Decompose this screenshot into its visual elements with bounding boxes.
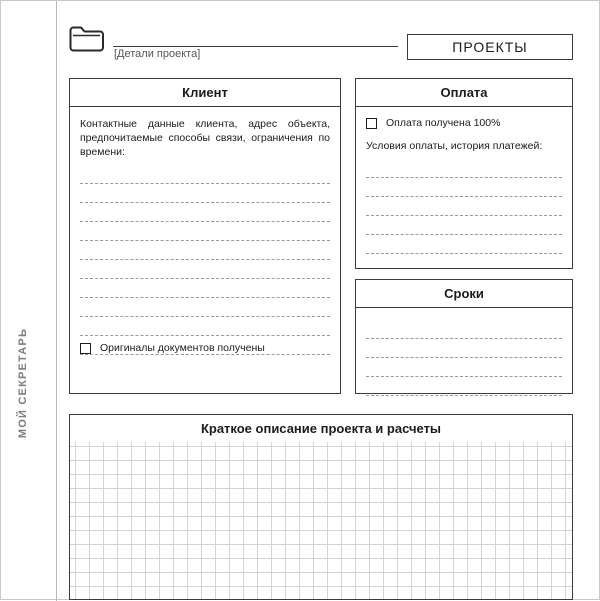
- dash-line[interactable]: [80, 317, 330, 336]
- dash-line[interactable]: [366, 235, 562, 254]
- summary-panel-title: Краткое описание проекта и расчеты: [200, 421, 442, 436]
- dash-line[interactable]: [366, 339, 562, 358]
- spine: [1, 1, 57, 601]
- client-writing-lines[interactable]: [80, 165, 330, 355]
- payment-panel-title: Оплата: [440, 85, 488, 100]
- dash-line[interactable]: [80, 165, 330, 184]
- dash-line[interactable]: [366, 197, 562, 216]
- client-documents-checkbox-row[interactable]: [80, 342, 265, 354]
- payment-received-checkbox-row[interactable]: [366, 117, 562, 129]
- payment-panel-body: [356, 107, 572, 262]
- dash-line[interactable]: [80, 279, 330, 298]
- dash-line[interactable]: [80, 184, 330, 203]
- payment-received-checkbox[interactable]: [366, 118, 377, 129]
- dash-line[interactable]: [80, 203, 330, 222]
- client-panel: [69, 78, 341, 394]
- payment-writing-lines[interactable]: [366, 159, 562, 254]
- project-title-placeholder: [Детали проекта]: [114, 48, 201, 60]
- dash-line[interactable]: [366, 320, 562, 339]
- projects-header-box: [407, 34, 573, 60]
- deadlines-panel-header: [356, 280, 572, 308]
- payment-panel: [355, 78, 573, 269]
- deadlines-panel-body: [356, 308, 572, 404]
- dash-line[interactable]: [80, 260, 330, 279]
- client-panel-title: Клиент: [182, 85, 228, 100]
- payment-description: Условия оплаты, история платежей:: [366, 140, 543, 152]
- summary-panel: [69, 414, 573, 600]
- folder-icon: [69, 25, 105, 53]
- dash-line[interactable]: [80, 241, 330, 260]
- payment-received-label: Оплата получена 100%: [386, 117, 501, 129]
- client-panel-body: [70, 107, 340, 363]
- client-documents-label: Оригиналы документов получены: [100, 342, 265, 354]
- dash-line[interactable]: [80, 222, 330, 241]
- summary-panel-header: [70, 415, 572, 443]
- payment-panel-header: [356, 79, 572, 107]
- dash-line[interactable]: [366, 377, 562, 396]
- spine-label: МОЙ СЕКРЕТАРЬ: [17, 327, 29, 439]
- spine-divider: [56, 1, 57, 601]
- client-panel-header: [70, 79, 340, 107]
- client-description: Контактные данные клиента, адрес объекта, предпочитаемые способы связи, ограничения по времени:: [80, 118, 330, 158]
- projects-header-label: ПРОЕКТЫ: [452, 39, 528, 55]
- dash-line[interactable]: [366, 178, 562, 197]
- project-title-rule: [113, 46, 398, 47]
- dash-line[interactable]: [80, 298, 330, 317]
- summary-grid-area[interactable]: [70, 442, 572, 599]
- deadlines-writing-lines[interactable]: [366, 320, 562, 396]
- dash-line[interactable]: [366, 358, 562, 377]
- client-documents-checkbox[interactable]: [80, 343, 91, 354]
- dash-line[interactable]: [366, 159, 562, 178]
- deadlines-panel-title: Сроки: [444, 286, 484, 301]
- dash-line[interactable]: [366, 216, 562, 235]
- deadlines-panel: [355, 279, 573, 394]
